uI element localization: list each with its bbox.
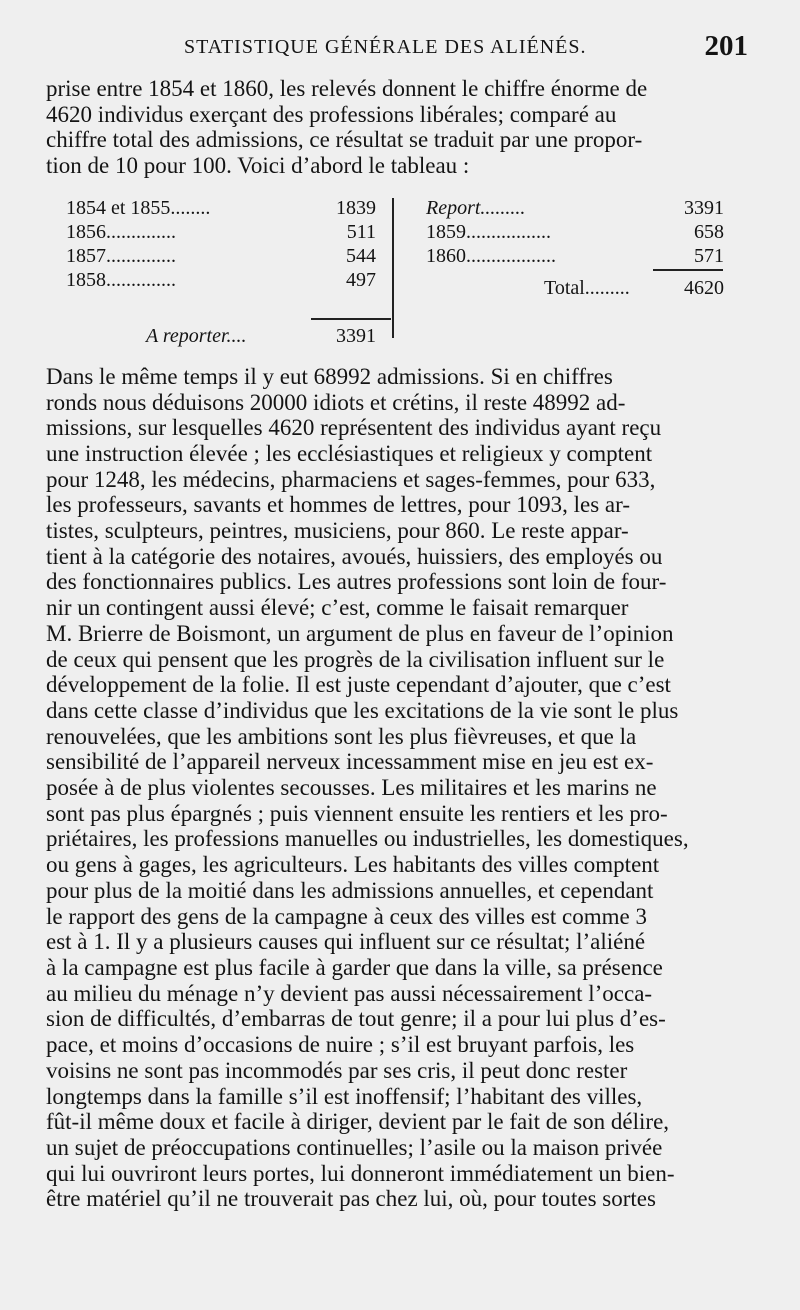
text-line: les professeurs, savants et hommes de lettres, pour 1093, les ar- <box>46 492 630 518</box>
table-row <box>66 244 376 268</box>
text-line: au milieu du ménage n’y devient pas aussi nécessairement l’occa- <box>46 980 653 1006</box>
text-line: posée à de plus violentes secousses. Les militaires et les marins ne <box>46 775 657 801</box>
table-row <box>426 244 724 268</box>
text-line: tient à la catégorie des notaires, avoués, huissiers, des employés ou <box>46 543 663 569</box>
text-line: nir un contingent aussi élevé; c’est, comme le faisait remarquer <box>46 595 629 621</box>
row-value: 3391 <box>684 196 724 219</box>
text-line: missions, sur lesquelles 4620 représentent des individus ayant reçu <box>46 415 662 441</box>
text-line: sont pas plus épargnés ; puis viennent ensuite les rentiers et les pro- <box>46 800 668 826</box>
text-line: pace, et moins d’occasions de nuire ; s’il est bruyant parfois, les <box>46 1032 635 1058</box>
text-line: ronds nous déduisons 20000 idiots et crétins, il reste 48992 ad- <box>46 389 626 415</box>
running-title: STATISTIQUE GÉNÉRALE DES ALIÉNÉS. <box>184 36 587 58</box>
text-line: longtemps dans la famille s’il est inoffensif; l’habitant des villes, <box>46 1083 643 1109</box>
text-line: 4620 individus exerçant des professions libérales; comparé au <box>46 101 617 127</box>
page-number: 201 <box>704 30 748 62</box>
text-line: des fonctionnaires publics. Les autres professions sont loin de four- <box>46 569 667 595</box>
column-divider <box>392 198 394 338</box>
row-value: 511 <box>346 220 376 243</box>
text-line: chiffre total des admissions, ce résultat se traduit par une propor- <box>46 127 643 153</box>
text-line: M. Brierre de Boismont, un argument de plus en faveur de l’opinion <box>46 620 674 646</box>
body-paragraph <box>46 364 758 1212</box>
total-row <box>544 276 724 300</box>
row-value: 658 <box>694 220 724 243</box>
total-value: 4620 <box>684 276 724 299</box>
text-line: pour 1248, les médecins, pharmaciens et sages-femmes, pour 633, <box>46 466 656 492</box>
row-label: 1854 et 1855........ <box>66 196 211 219</box>
row-value: 1839 <box>336 196 376 219</box>
text-line: voisins ne sont pas incommodés par ses cris, il peut donc rester <box>46 1057 628 1083</box>
text-line: renouvelées, que les ambitions sont les plus fièvreuses, et que la <box>46 723 637 749</box>
text-line: un sujet de préoccupations continuelles; l’asile ou la maison privée <box>46 1134 663 1160</box>
text-line: sensibilité de l’appareil nerveux incessamment mise en jeu est ex- <box>46 749 654 775</box>
text-line: à la campagne est plus facile à garder que dans la ville, sa présence <box>46 954 663 980</box>
table-right-column <box>426 196 724 299</box>
sum-rule <box>311 318 391 320</box>
text-line: fût-il même doux et facile à diriger, devient par le fait de son délire, <box>46 1109 670 1135</box>
table-row <box>426 196 724 220</box>
text-line: prise entre 1854 et 1860, les relevés donnent le chiffre énorme de <box>46 76 648 101</box>
text-line: de ceux qui pensent que les progrès de la civilisation influent sur le <box>46 646 665 672</box>
row-label: 1859................. <box>426 220 551 243</box>
text-line: ou gens à gages, les agriculteurs. Les habitants des villes comptent <box>46 852 660 878</box>
table-row <box>66 268 376 292</box>
text-line: qui lui ouvriront leurs portes, lui donneront immédiatement un bien- <box>46 1160 675 1186</box>
carry-forward-row <box>146 324 376 348</box>
sum-rule <box>653 269 723 271</box>
row-label: 1856.............. <box>66 220 176 243</box>
table-row <box>426 220 724 244</box>
text-line: tistes, sculpteurs, peintres, musiciens, pour 860. Le reste appar- <box>46 518 629 544</box>
text-line: une instruction élevée ; les ecclésiastiques et religieux y comptent <box>46 440 653 466</box>
text-line: dans cette classe d’individus que les excitations de la vie sont le plus <box>46 697 679 723</box>
text-line: tion de 10 pour 100. Voici d’abord le tableau : <box>46 153 470 179</box>
text-line: est à 1. Il y a plusieurs causes qui influent sur ce résultat; l’aliéné <box>46 929 646 955</box>
row-label: 1857.............. <box>66 244 176 267</box>
text-line: développement de la folie. Il est juste cependant d’ajouter, que c’est <box>46 672 671 698</box>
row-value: 544 <box>346 244 376 267</box>
running-head <box>46 30 758 76</box>
text-line: pour plus de la moitié dans les admissions annuelles, et cependant <box>46 877 654 903</box>
row-value: 497 <box>346 268 376 291</box>
row-label: Report......... <box>426 196 526 219</box>
text-line: Dans le même temps il y eut 68992 admissions. Si en chiffres <box>46 363 613 389</box>
carry-forward-label: A reporter.... <box>146 324 247 347</box>
row-value: 571 <box>694 244 724 267</box>
intro-paragraph <box>46 76 758 179</box>
text-line: le rapport des gens de la campagne à ceux des villes est comme 3 <box>46 903 647 929</box>
carry-forward-value: 3391 <box>336 324 376 347</box>
text-line: priétaires, les professions manuelles ou industrielles, les domestiques, <box>46 826 689 852</box>
admissions-table <box>46 196 758 347</box>
row-label: 1860.................. <box>426 244 556 267</box>
total-label: Total......... <box>544 276 630 299</box>
table-row <box>66 220 376 244</box>
text-line: être matériel qu’il ne trouverait pas chez lui, où, pour toutes sortes <box>46 1186 656 1212</box>
row-label: 1858.............. <box>66 268 176 291</box>
text-line: sion de difficultés, d’embarras de tout genre; il a pour lui plus d’es- <box>46 1006 666 1032</box>
table-left-column <box>66 196 376 347</box>
table-row <box>66 196 376 220</box>
